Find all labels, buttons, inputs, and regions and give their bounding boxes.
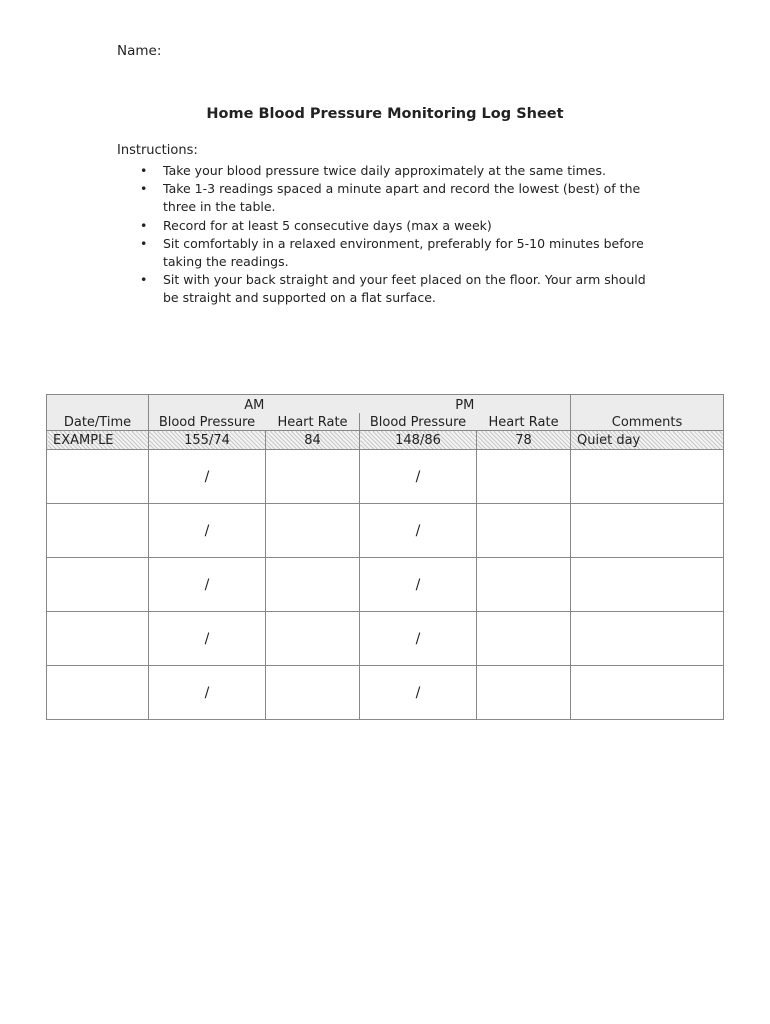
- table-header-group-row: [47, 395, 724, 414]
- header-pm-blood-pressure: Blood Pressure: [360, 413, 477, 431]
- instructions-heading: Instructions:: [117, 143, 198, 158]
- am-blood-pressure-cell[interactable]: /: [149, 450, 266, 504]
- comments-cell[interactable]: [571, 450, 724, 504]
- comments-cell[interactable]: [571, 558, 724, 612]
- table-row: [47, 504, 724, 558]
- header-date-time: Date/Time: [47, 413, 149, 431]
- am-heart-rate-cell[interactable]: [266, 504, 360, 558]
- table-row: [47, 612, 724, 666]
- header-cell-empty: [571, 395, 724, 414]
- bullet-icon: •: [140, 181, 148, 197]
- pm-blood-pressure-cell[interactable]: /: [360, 558, 477, 612]
- instruction-item: [140, 180, 660, 216]
- am-heart-rate-cell[interactable]: [266, 666, 360, 720]
- instruction-item: [140, 235, 660, 271]
- am-heart-rate-cell[interactable]: [266, 450, 360, 504]
- header-group-am: AM: [149, 395, 360, 414]
- instruction-text: Take 1-3 readings spaced a minute apart and record the lowest (best) of the three in the table.: [163, 181, 641, 215]
- document-title: Home Blood Pressure Monitoring Log Sheet: [206, 106, 564, 122]
- header-am-heart-rate: Heart Rate: [266, 413, 360, 431]
- comments-cell[interactable]: [571, 612, 724, 666]
- am-blood-pressure-cell[interactable]: /: [149, 504, 266, 558]
- example-date-time: EXAMPLE: [47, 431, 149, 450]
- instruction-item: [140, 162, 660, 180]
- table-row: [47, 666, 724, 720]
- bp-log-table: [46, 394, 724, 720]
- date-time-cell[interactable]: [47, 558, 149, 612]
- instruction-text: Record for at least 5 consecutive days (max a week): [163, 217, 492, 233]
- date-time-cell[interactable]: [47, 504, 149, 558]
- pm-blood-pressure-cell[interactable]: /: [360, 504, 477, 558]
- example-pm-blood-pressure: 148/86: [360, 431, 477, 450]
- comments-cell[interactable]: [571, 666, 724, 720]
- date-time-cell[interactable]: [47, 666, 149, 720]
- table-row: [47, 558, 724, 612]
- pm-heart-rate-cell[interactable]: [477, 504, 571, 558]
- bullet-icon: •: [140, 235, 148, 251]
- instruction-item: [140, 271, 660, 307]
- example-comments: Quiet day: [571, 431, 724, 450]
- am-heart-rate-cell[interactable]: [266, 612, 360, 666]
- pm-heart-rate-cell[interactable]: [477, 612, 571, 666]
- instruction-item: [140, 217, 660, 235]
- pm-heart-rate-cell[interactable]: [477, 666, 571, 720]
- date-time-cell[interactable]: [47, 612, 149, 666]
- example-row: [47, 431, 724, 450]
- instruction-text: Take your blood pressure twice daily approximately at the same times.: [163, 163, 606, 178]
- pm-blood-pressure-cell[interactable]: /: [360, 666, 477, 720]
- bullet-icon: •: [140, 272, 148, 288]
- header-group-pm: PM: [360, 395, 571, 414]
- table-header-row: [47, 413, 724, 431]
- bullet-icon: •: [140, 217, 148, 233]
- header-comments: Comments: [571, 413, 724, 431]
- comments-cell[interactable]: [571, 504, 724, 558]
- pm-heart-rate-cell[interactable]: [477, 558, 571, 612]
- am-blood-pressure-cell[interactable]: /: [149, 612, 266, 666]
- table-row: [47, 450, 724, 504]
- date-time-cell[interactable]: [47, 450, 149, 504]
- pm-blood-pressure-cell[interactable]: /: [360, 450, 477, 504]
- header-cell-empty: [47, 395, 149, 414]
- example-am-blood-pressure: 155/74: [149, 431, 266, 450]
- am-heart-rate-cell[interactable]: [266, 558, 360, 612]
- name-label: Name:: [117, 43, 162, 59]
- instruction-text: Sit comfortably in a relaxed environment, preferably for 5-10 minutes before taking the readings.: [163, 235, 644, 270]
- header-pm-heart-rate: Heart Rate: [477, 413, 571, 431]
- pm-blood-pressure-cell[interactable]: /: [360, 612, 477, 666]
- instructions-list: [140, 162, 660, 308]
- am-blood-pressure-cell[interactable]: /: [149, 666, 266, 720]
- example-pm-heart-rate: 78: [477, 431, 571, 450]
- instruction-text: Sit with your back straight and your feet placed on the floor. Your arm should be straight and supported on a flat surface.: [163, 272, 646, 306]
- pm-heart-rate-cell[interactable]: [477, 450, 571, 504]
- example-am-heart-rate: 84: [266, 431, 360, 450]
- bullet-icon: •: [140, 163, 148, 178]
- am-blood-pressure-cell[interactable]: /: [149, 558, 266, 612]
- header-am-blood-pressure: Blood Pressure: [149, 413, 266, 431]
